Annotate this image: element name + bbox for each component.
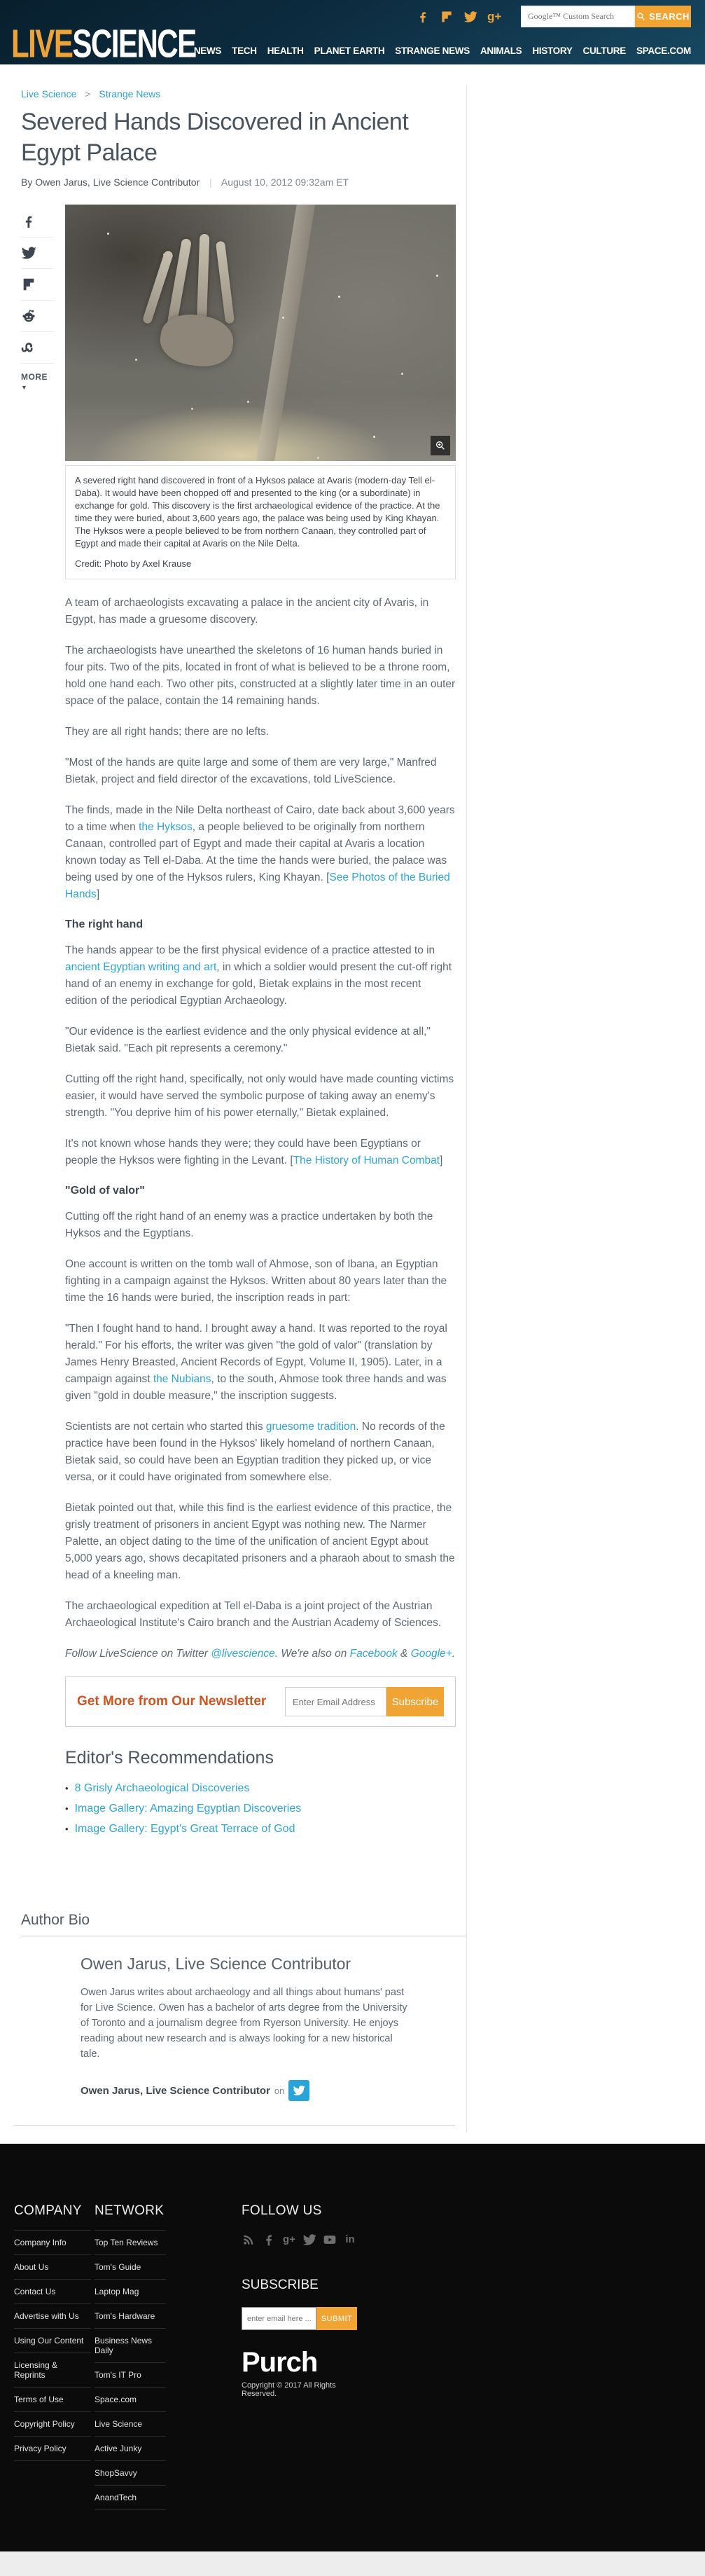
recommendation-link[interactable]: Image Gallery: Amazing Egyptian Discoveries	[74, 1803, 302, 1814]
newsletter-label: Get More from Our Newsletter	[77, 1694, 267, 1709]
list-item	[95, 2437, 166, 2461]
breadcrumb-live-science[interactable]: Live Science	[21, 88, 77, 99]
editor-recommendations-title: Editor's Recommendations	[65, 1748, 274, 1768]
recommendation-link[interactable]: 8 Grisly Archaeological Discoveries	[74, 1782, 250, 1794]
list-item	[65, 1819, 456, 1839]
main-content	[0, 64, 705, 2144]
article-paragraph	[65, 1256, 456, 1307]
header-social-icons	[416, 10, 501, 24]
image-credit: Credit: Photo by Axel Krause	[75, 558, 192, 569]
footer-link-tom-s-hardware[interactable]: Tom's Hardware	[95, 2311, 155, 2321]
article-paragraph	[65, 802, 456, 903]
paragraph-text: , to the south, Ahmose took three hands and was given "gold in double measure," the inscription suggests.	[65, 1373, 447, 1402]
page-title: Severed Hands Discovered in Ancient Egypt Palace	[21, 109, 409, 166]
list-item	[95, 2304, 166, 2329]
article-paragraph	[65, 1598, 456, 1632]
byline-author[interactable]: By Owen Jarus, Live Science Contributor	[21, 177, 200, 188]
search-icon	[636, 12, 645, 21]
list-item	[95, 2329, 166, 2363]
list-item	[14, 2329, 91, 2353]
linkedin-icon[interactable]: in	[345, 2233, 355, 2245]
author-section-divider	[14, 2125, 455, 2126]
bottom-strip	[0, 2551, 705, 2576]
facebook-icon	[21, 214, 36, 229]
footer-copyright: Copyright © 2017 All Rights Reserved.	[242, 2381, 336, 2398]
youtube-icon[interactable]	[323, 2233, 337, 2247]
recommendation-link[interactable]: Image Gallery: Egypt's Great Terrace of God	[74, 1823, 295, 1835]
twitter-icon	[21, 245, 36, 261]
footer-submit-button[interactable]: SUBMIT	[316, 2307, 357, 2330]
share-stumbleupon-button[interactable]	[21, 332, 53, 364]
footer-link-terms-of-use[interactable]: Terms of Use	[14, 2395, 64, 2404]
twitter-icon[interactable]	[302, 2233, 316, 2247]
author-bio-heading: Author Bio	[21, 1912, 466, 1936]
paragraph-text: , a people believed to be originally from northern Canaan, controlled part of Egypt and made their capital at Avaris a location known today as Tell el-Daba. At the time the hands were buried, the palace was being used by one of the Hyksos rulers, King Khayan. [	[65, 821, 447, 883]
list-item	[14, 2353, 91, 2388]
livescience-logo[interactable]	[11, 21, 196, 67]
paragraph-text: Bietak pointed out that, while this find is the earliest evidence of this practice, the grisly treatment of prisoners in ancient Egypt was nothing new. The Narmer Palette, an object dating to the time of the unification of ancient Egypt about 5,000 years ago, shows decapitated prisoners and a pharaoh about to smash the head of a kneeling man.	[65, 1502, 455, 1581]
reddit-icon	[21, 308, 36, 324]
list-item	[14, 2437, 91, 2461]
footer-follow-title: FOLLOW US	[242, 2203, 322, 2218]
share-more-button[interactable]: MORE ▼	[21, 372, 48, 391]
nav-item-animals[interactable]: ANIMALS	[480, 46, 522, 56]
magnifier-icon	[435, 440, 446, 451]
nav-item-history[interactable]: HISTORY	[532, 46, 573, 56]
footer-subscribe-title: SUBSCRIBE	[242, 2278, 319, 2292]
breadcrumb	[21, 88, 705, 99]
share-rail	[21, 206, 53, 393]
share-flipboard-button[interactable]	[21, 269, 53, 301]
inline-link[interactable]: Google+	[410, 1648, 452, 1660]
photo-zoom-button[interactable]	[431, 436, 450, 455]
article-paragraph	[65, 1646, 456, 1662]
byline-date: August 10, 2012 09:32am ET	[221, 177, 349, 188]
googleplus-icon[interactable]: g+	[283, 2233, 295, 2245]
paragraph-text: ]	[440, 1155, 443, 1166]
paragraph-text: "Most of the hands are quite large and some of them are very large," Manfred Bietak, project and field director of the excavations, told LiveScience.	[65, 757, 437, 785]
author-follow-name: Owen Jarus, Live Science Contributor	[81, 2084, 270, 2097]
list-item	[95, 2231, 166, 2255]
paragraph-text: , in which a soldier would present the cut-off right hand of an enemy in exchange for gold, Bietak explains in the most recent edition of the periodical Egyptian Archaeology.	[65, 961, 452, 1007]
article-body	[65, 595, 456, 1662]
breadcrumb-separator: >	[85, 88, 91, 99]
stumbleupon-icon	[21, 340, 36, 355]
site-header	[0, 0, 705, 67]
article-photo	[65, 205, 456, 461]
footer-link-licensing-reprints[interactable]: Licensing & Reprints	[14, 2360, 58, 2380]
chevron-down-icon: ▼	[21, 384, 28, 391]
footer-link-copyright-policy[interactable]: Copyright Policy	[14, 2419, 75, 2429]
paragraph-text: &	[397, 1648, 411, 1660]
article-paragraph	[65, 942, 456, 1010]
footer-link-about-us[interactable]: About Us	[14, 2262, 49, 2272]
paragraph-text: ]	[96, 888, 100, 900]
paragraph-text: Cutting off the right hand, specifically, not only would have made counting victims easier, it would have served the symbolic purpose of taking away an enemy's strength. "You deprive him of his power eternally," Bietak explained.	[65, 1073, 454, 1119]
photo-finger-bone	[197, 234, 210, 328]
paragraph-text: Scientists are not certain who started this	[65, 1421, 266, 1433]
list-item	[95, 2461, 166, 2486]
list-item	[95, 2486, 166, 2510]
footer-email-input[interactable]	[242, 2307, 316, 2330]
paragraph-text: Cutting off the right hand of an enemy was a practice undertaken by both the Hyksos and the Egyptians.	[65, 1211, 433, 1239]
paragraph-text: It's not known whose hands they were; they could have been Egyptians or people the Hyksos were fighting in the Levant. [	[65, 1138, 421, 1166]
author-name: Owen Jarus, Live Science Contributor	[81, 1955, 351, 1973]
footer-link-privacy-policy[interactable]: Privacy Policy	[14, 2444, 67, 2453]
footer-network-list	[95, 2230, 166, 2510]
article-paragraph	[65, 1419, 456, 1486]
inline-link[interactable]: Facebook	[349, 1648, 398, 1660]
footer-link-tom-s-it-pro[interactable]: Tom's IT Pro	[95, 2370, 141, 2380]
photo-speckles	[107, 233, 109, 235]
nav-item-health[interactable]: HEALTH	[267, 46, 304, 56]
article-paragraph	[65, 1500, 456, 1584]
author-bio-text: Owen Jarus writes about archaeology and all things about humans' past for Live Science. Owen has a bachelor of arts degree from the University of Toronto and a journalism degree from Ryerson University. He enjoys reading about new research and is always looking for a new historical tale.	[81, 1987, 407, 2060]
newsletter-email-input[interactable]	[285, 1687, 386, 1716]
footer-link-tom-s-guide[interactable]: Tom's Guide	[95, 2262, 141, 2272]
footer-network-title: NETWORK	[95, 2203, 165, 2218]
footer-link-company-info[interactable]: Company Info	[14, 2238, 67, 2247]
list-item	[14, 2231, 91, 2255]
footer-company-title: COMPANY	[14, 2203, 82, 2218]
twitter-icon	[293, 2084, 305, 2097]
paragraph-text: "Our evidence is the earliest evidence and the only physical evidence at all," Bietak said. "Each pit represents a ceremony."	[65, 1026, 431, 1054]
paragraph-text: The archaeologists have unearthed the skeletons of 16 human hands buried in four pits. Two of the pits, located in front of what is believed to be a throne room, hold one hand each. Two other pits, constructed at a slightly later time in an outer space of the palace, contain the 14 remaining hands.	[65, 645, 456, 707]
paragraph-text: . We're also on	[274, 1648, 350, 1660]
list-item	[14, 2412, 91, 2437]
article-paragraph	[65, 1024, 456, 1057]
list-item	[95, 2388, 166, 2412]
list-item	[14, 2280, 91, 2304]
list-item	[65, 1778, 456, 1798]
footer-link-live-science[interactable]: Live Science	[95, 2419, 143, 2429]
article-subheading: The right hand	[65, 918, 144, 930]
list-item	[95, 2412, 166, 2437]
list-item	[95, 2280, 166, 2304]
article-paragraph	[65, 724, 456, 741]
inline-link[interactable]: the Hyksos	[139, 821, 193, 833]
article-subheading: "Gold of valor"	[65, 1185, 145, 1197]
footer-link-using-our-content[interactable]: Using Our Content	[14, 2336, 84, 2346]
paragraph-text: . No records of the practice have been found in the Hyksos' likely homeland of northern Canaan, Bietak said, so could have been an Egyptian tradition they picked up, or vice versa, or it could have originated from somewhere else.	[65, 1421, 445, 1483]
photo-rock-ridge	[252, 205, 317, 461]
article-paragraph	[65, 755, 456, 788]
share-facebook-button[interactable]	[21, 206, 53, 237]
googleplus-icon[interactable]: g+	[487, 9, 502, 23]
footer-link-shopsavvy[interactable]: ShopSavvy	[95, 2468, 137, 2478]
flipboard-icon[interactable]	[440, 10, 454, 24]
share-reddit-button[interactable]	[21, 301, 53, 332]
inline-link[interactable]: See Photos of the Buried Hands	[65, 872, 450, 900]
footer-link-business-news-daily[interactable]: Business News Daily	[95, 2336, 153, 2355]
author-bio-section: Author Bio Owen Jarus, Live Science Contributor Owen Jarus writes about archaeology and all things about humans' past for Live Science. Owen has a bachelor of arts degree from the University of Toronto and a journalism degree from Ryerson University. He enjoys reading about new research and is always looking for a new historical tale. Owen Jarus, Live Science Contributor on	[21, 1912, 466, 2144]
rss-icon[interactable]	[242, 2233, 256, 2247]
paragraph-text: A team of archaeologists excavating a palace in the ancient city of Avaris, in Egypt, has made a gruesome discovery.	[65, 597, 429, 626]
footer-company-list	[14, 2230, 91, 2461]
facebook-icon[interactable]	[262, 2233, 276, 2247]
inline-link[interactable]: The History of Human Combat	[293, 1155, 440, 1166]
logo-live: LIVE	[11, 22, 73, 67]
nav-item-planet-earth[interactable]: PLANET EARTH	[314, 46, 385, 56]
inline-link[interactable]: ancient Egyptian writing and art	[65, 961, 217, 973]
paragraph-text: The finds, made in the Nile Delta northeast of Cairo, date back about 3,600 years to a time when	[65, 804, 455, 833]
list-item	[14, 2255, 91, 2280]
article-paragraph	[65, 642, 456, 710]
author-twitter-button[interactable]	[288, 2080, 309, 2101]
site-footer	[0, 2144, 705, 2551]
newsletter-box	[65, 1676, 456, 1727]
paragraph-text: Follow LiveScience on Twitter	[65, 1648, 211, 1660]
footer-link-contact-us[interactable]: Contact Us	[14, 2287, 56, 2296]
nav-item-culture[interactable]: CULTURE	[582, 46, 626, 56]
footer-link-anandtech[interactable]: AnandTech	[95, 2493, 137, 2502]
footer-link-top-ten-reviews[interactable]: Top Ten Reviews	[95, 2238, 158, 2247]
article-paragraph	[65, 1136, 456, 1169]
flipboard-icon	[21, 277, 36, 292]
nav-item-news[interactable]: NEWS	[193, 46, 222, 56]
editor-recommendations	[65, 1748, 456, 1839]
editor-recommendations-list	[65, 1778, 456, 1839]
twitter-icon[interactable]	[463, 10, 477, 24]
search-input[interactable]	[521, 6, 635, 27]
breadcrumb-strange-news[interactable]: Strange News	[99, 88, 161, 99]
share-twitter-button[interactable]	[21, 237, 53, 269]
inline-link[interactable]: gruesome tradition	[265, 1421, 356, 1433]
article-paragraph	[65, 1071, 456, 1122]
footer-link-advertise-with-us[interactable]: Advertise with Us	[14, 2311, 79, 2321]
purch-logo: Purch	[242, 2347, 318, 2378]
footer-link-space-com[interactable]: Space.com	[95, 2395, 137, 2404]
image-caption-box	[65, 465, 456, 579]
article-paragraph	[65, 1208, 456, 1242]
inline-link[interactable]: @livescience	[211, 1648, 275, 1660]
footer-link-active-junky[interactable]: Active Junky	[95, 2444, 142, 2453]
list-item	[14, 2388, 91, 2412]
newsletter-subscribe-button[interactable]: Subscribe	[386, 1687, 444, 1716]
paragraph-text: .	[452, 1648, 456, 1660]
photo-finger-bone	[216, 241, 235, 324]
main-nav	[194, 46, 691, 56]
paragraph-text: The archaeological expedition at Tell el-Daba is a joint project of the Austrian Archaeological Institute's Cairo branch and the Austrian Academy of Sciences.	[65, 1600, 442, 1629]
footer-link-laptop-mag[interactable]: Laptop Mag	[95, 2287, 139, 2296]
list-item	[14, 2304, 91, 2329]
paragraph-text: One account is written on the tomb wall of Ahmose, son of Ibana, an Egyptian fighting in a campaign against the Hyksos. Written about 80 years later than the time the 16 hands were buried, the inscription reads in part:	[65, 1258, 447, 1304]
paragraph-text: They are all right hands; there are no lefts.	[65, 726, 270, 738]
list-item	[95, 2363, 166, 2388]
footer-follow-icons	[242, 2233, 357, 2247]
byline: By Owen Jarus, Live Science Contributor | August 10, 2012 09:32am ET	[21, 177, 349, 188]
list-item	[65, 1798, 456, 1819]
article-paragraph	[65, 1321, 456, 1405]
paragraph-text: "Then I fought hand to hand. I brought away a hand. It was reported to the royal herald." For his efforts, the writer was given "the gold of valor" (translation by James Henry Breasted, Ancient Records of Egypt, Volume II, 1905). Later, in a campaign against	[65, 1323, 447, 1385]
facebook-icon[interactable]	[416, 10, 430, 24]
logo-science: SCIENCE	[72, 22, 196, 67]
inline-link[interactable]: the Nubians	[153, 1373, 211, 1385]
paragraph-text: The hands appear to be the first physical evidence of a practice attested to in	[65, 944, 435, 956]
search-button[interactable]: SEARCH	[635, 6, 691, 27]
nav-item-tech[interactable]: TECH	[232, 46, 257, 56]
list-item	[95, 2255, 166, 2280]
nav-item-strange-news[interactable]: STRANGE NEWS	[395, 46, 470, 56]
image-caption: A severed right hand discovered in front of a Hyksos palace at Avaris (modern-day Tell el-Daba). It would have been chopped off and presented to the king (or a subordinate) in exchange for gold. This discovery is the first archaeological evidence of the practice. At the time they were buried, about 3,600 years ago, the palace was being used by King Khayan. The Hyksos were a people believed to be from northern Canaan, they controlled part of Egypt and made their capital at Avaris on the Nile Delta.	[75, 475, 440, 549]
article-paragraph	[65, 595, 456, 628]
nav-item-space-com[interactable]: SPACE.COM	[636, 46, 691, 56]
